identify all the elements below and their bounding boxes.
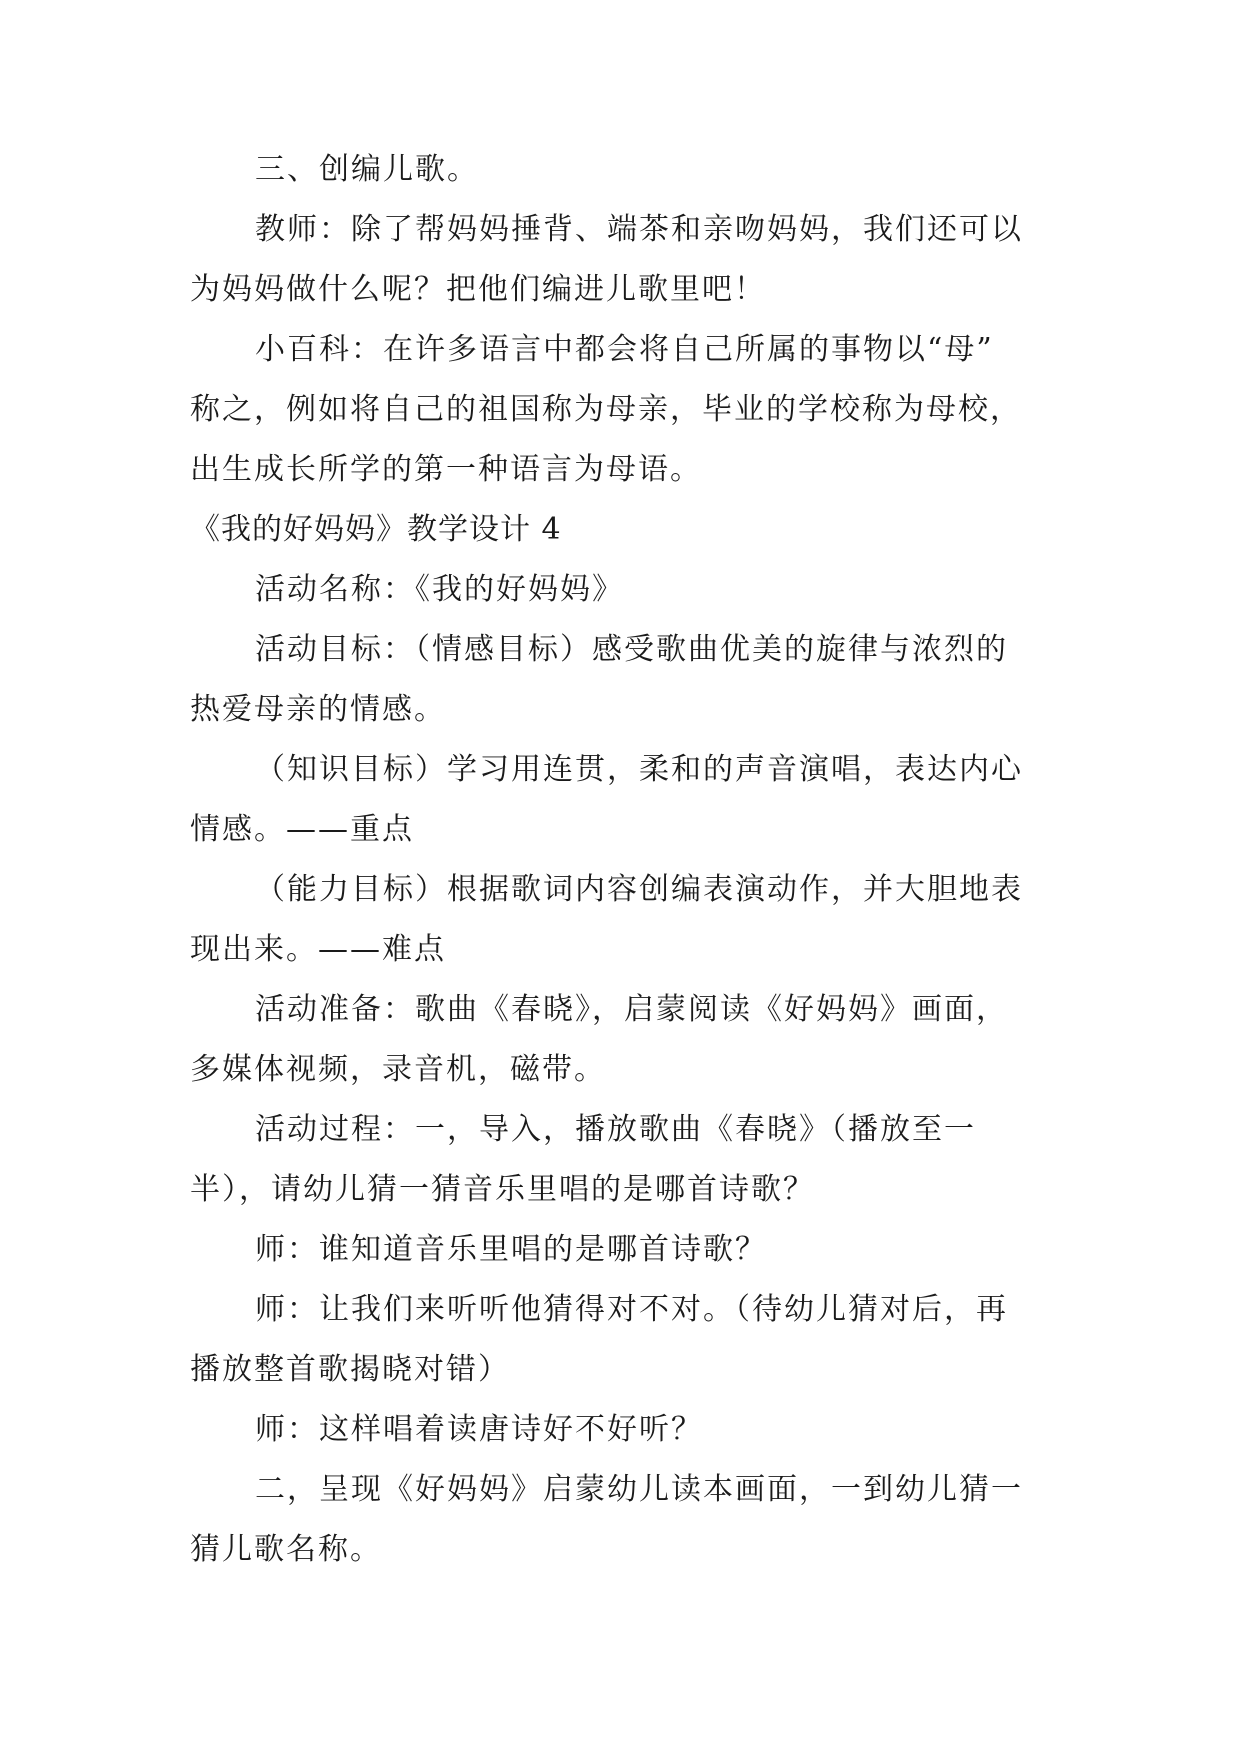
paragraph-line: 师：这样唱着读唐诗好不好听？ [255, 1412, 703, 1447]
section-heading: 三、创编儿歌。 [255, 152, 479, 187]
paragraph-line: 活动名称：《我的好妈妈》 [255, 572, 624, 607]
paragraph-line: 为妈妈做什么呢？把他们编进儿歌里吧！ [190, 272, 766, 307]
paragraph-line: 师：谁知道音乐里唱的是哪首诗歌？ [255, 1232, 767, 1267]
paragraph-line: 活动准备：歌曲《春晓》，启蒙阅读《好妈妈》画面， [255, 992, 1008, 1027]
paragraph-line: 二，呈现《好妈妈》启蒙幼儿读本画面，一到幼儿猜一 [255, 1472, 1023, 1507]
paragraph-line: 活动目标：（情感目标）感受歌曲优美的旋律与浓烈的 [255, 632, 1008, 667]
paragraph-line: 情感。——重点 [190, 812, 414, 847]
paragraph-line: 半），请幼儿猜一猜音乐里唱的是哪首诗歌？ [190, 1172, 815, 1207]
paragraph-line: 猜儿歌名称。 [190, 1532, 382, 1567]
paragraph-line: 多媒体视频，录音机，磁带。 [190, 1052, 606, 1087]
paragraph-line: 热爱母亲的情感。 [190, 692, 446, 727]
paragraph-line: 小百科：在许多语言中都会将自己所属的事物以“母” [255, 332, 994, 367]
paragraph-line: （能力目标）根据歌词内容创编表演动作，并大胆地表 [255, 872, 1023, 907]
paragraph-line: （知识目标）学习用连贯，柔和的声音演唱，表达内心 [255, 752, 1023, 787]
document-title: 《我的好妈妈》教学设计 4 [190, 512, 562, 547]
paragraph-line: 现出来。——难点 [190, 932, 446, 967]
paragraph-line: 出生成长所学的第一种语言为母语。 [190, 452, 702, 487]
paragraph-line: 播放整首歌揭晓对错） [190, 1352, 510, 1387]
paragraph-line: 教师：除了帮妈妈捶背、端茶和亲吻妈妈，我们还可以 [255, 212, 1023, 247]
paragraph-line: 活动过程：一，导入，播放歌曲《春晓》（播放至一 [255, 1112, 976, 1147]
paragraph-line: 称之，例如将自己的祖国称为母亲，毕业的学校称为母校， [190, 392, 1022, 427]
paragraph-line: 师：让我们来听听他猜得对不对。（待幼儿猜对后，再 [255, 1292, 1008, 1327]
